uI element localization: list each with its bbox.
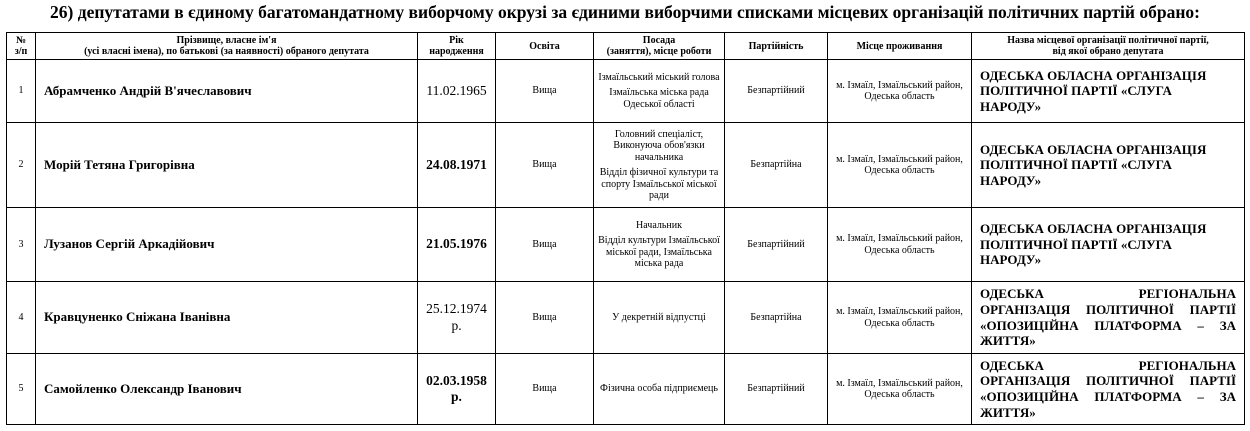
cell-residence: м. Ізмаїл, Ізмаїльський район, Одеська область [828,123,972,208]
header-birth-line1: Рік [449,35,464,46]
header-residence: Місце проживання [828,33,972,60]
cell-position [594,123,725,208]
cell-education: Вища [496,208,594,282]
position-workplace: Ізмаїльська міська рада Одеської області [609,87,709,110]
cell-num: 1 [7,60,36,123]
cell-residence: м. Ізмаїл, Ізмаїльський район, Одеська область [828,354,972,425]
cell-position [594,282,725,354]
header-position-line1: Посада [642,35,676,46]
header-education: Освіта [496,33,594,60]
cell-membership: Безпартійний [725,208,828,282]
table-header-row [7,33,1245,60]
cell-position [594,354,725,425]
position-title: Начальник [636,219,682,231]
cell-birth: 24.08.1971 [418,123,496,208]
header-num-line2: з/п [14,46,28,57]
cell-education: Вища [496,123,594,208]
cell-membership: Безпартійний [725,354,828,425]
cell-membership: Безпартійна [725,282,828,354]
cell-org: ОДЕСЬКА РЕГІОНАЛЬНА ОРГАНІЗАЦІЯ ПОЛІТИЧНОЇ ПАРТІЇ «ОПОЗИЦІЙНА ПЛАТФОРМА – ЗА ЖИТТЯ» [972,282,1245,354]
header-org-line2: від якої обрано депутата [1052,46,1164,57]
header-org-line1: Назва місцевої організації політичної партії, [1007,35,1209,46]
cell-org: ОДЕСЬКА ОБЛАСНА ОРГАНІЗАЦІЯ ПОЛІТИЧНОЇ ПАРТІЇ «СЛУГА НАРОДУ» [972,60,1245,123]
header-num-line1: № [15,35,27,46]
cell-membership: Безпартійний [725,60,828,123]
cell-name: Морій Тетяна Григорівна [36,123,418,208]
header-position [594,33,725,60]
cell-name: Лузанов Сергій Аркадійович [36,208,418,282]
cell-name: Самойленко Олександр Іванович [36,354,418,425]
header-name [36,33,418,60]
header-name-line1: Прізвище, власне ім'я [176,35,277,46]
position-title: Фізична особа підприємець [600,383,718,395]
table-row [7,208,1245,282]
table-row [7,60,1245,123]
header-membership: Партійність [725,33,828,60]
cell-birth: 11.02.1965 [418,60,496,123]
cell-org: ОДЕСЬКА ОБЛАСНА ОРГАНІЗАЦІЯ ПОЛІТИЧНОЇ ПАРТІЇ «СЛУГА НАРОДУ» [972,123,1245,208]
header-birth [418,33,496,60]
position-workplace: Відділ фізичної культури та спорту Ізмаїльської міської ради [599,167,719,201]
cell-education: Вища [496,354,594,425]
cell-birth: 25.12.1974 р. [418,282,496,354]
header-position-line2: (заняття), місце роботи [606,46,712,57]
position-title: У декретній відпустці [612,311,706,323]
cell-num: 2 [7,123,36,208]
header-birth-line2: народження [429,46,484,57]
position-title: Головний спеціаліст, Виконуюча обов'язки начальника [613,128,705,163]
position-title: Ізмаїльський міський голова [598,71,720,83]
cell-residence: м. Ізмаїл, Ізмаїльський район, Одеська область [828,208,972,282]
cell-org: ОДЕСЬКА ОБЛАСНА ОРГАНІЗАЦІЯ ПОЛІТИЧНОЇ ПАРТІЇ «СЛУГА НАРОДУ» [972,208,1245,282]
table-row [7,354,1245,425]
cell-birth: 21.05.1976 [418,208,496,282]
cell-num: 3 [7,208,36,282]
position-workplace: Відділ культури Ізмаїльської міської ради, Ізмаїльська міська рада [598,235,720,269]
cell-education: Вища [496,282,594,354]
cell-name: Абрамченко Андрій В'ячеславович [36,60,418,123]
cell-num: 5 [7,354,36,425]
header-num [7,33,36,60]
table-row [7,282,1245,354]
cell-num: 4 [7,282,36,354]
cell-membership: Безпартійна [725,123,828,208]
cell-residence: м. Ізмаїл, Ізмаїльський район, Одеська область [828,282,972,354]
table-row [7,123,1245,208]
header-name-line2: (усі власні імена), по батькові (за наявності) обраного депутата [84,46,369,57]
cell-name: Кравцуненко Сніжана Іванівна [36,282,418,354]
cell-education: Вища [496,60,594,123]
deputies-table [6,32,1245,425]
cell-org: ОДЕСЬКА РЕГІОНАЛЬНА ОРГАНІЗАЦІЯ ПОЛІТИЧНОЇ ПАРТІЇ «ОПОЗИЦІЙНА ПЛАТФОРМА – ЗА ЖИТТЯ» [972,354,1245,425]
cell-residence: м. Ізмаїл, Ізмаїльський район, Одеська область [828,60,972,123]
cell-position [594,60,725,123]
section-title: 26) депутатами в єдиному багатомандатному виборчому окрузі за єдиними виборчими списками місцевих організацій політичних партій обрано: [50,2,1200,22]
header-org [972,33,1245,60]
cell-birth: 02.03.1958 р. [418,354,496,425]
cell-position [594,208,725,282]
